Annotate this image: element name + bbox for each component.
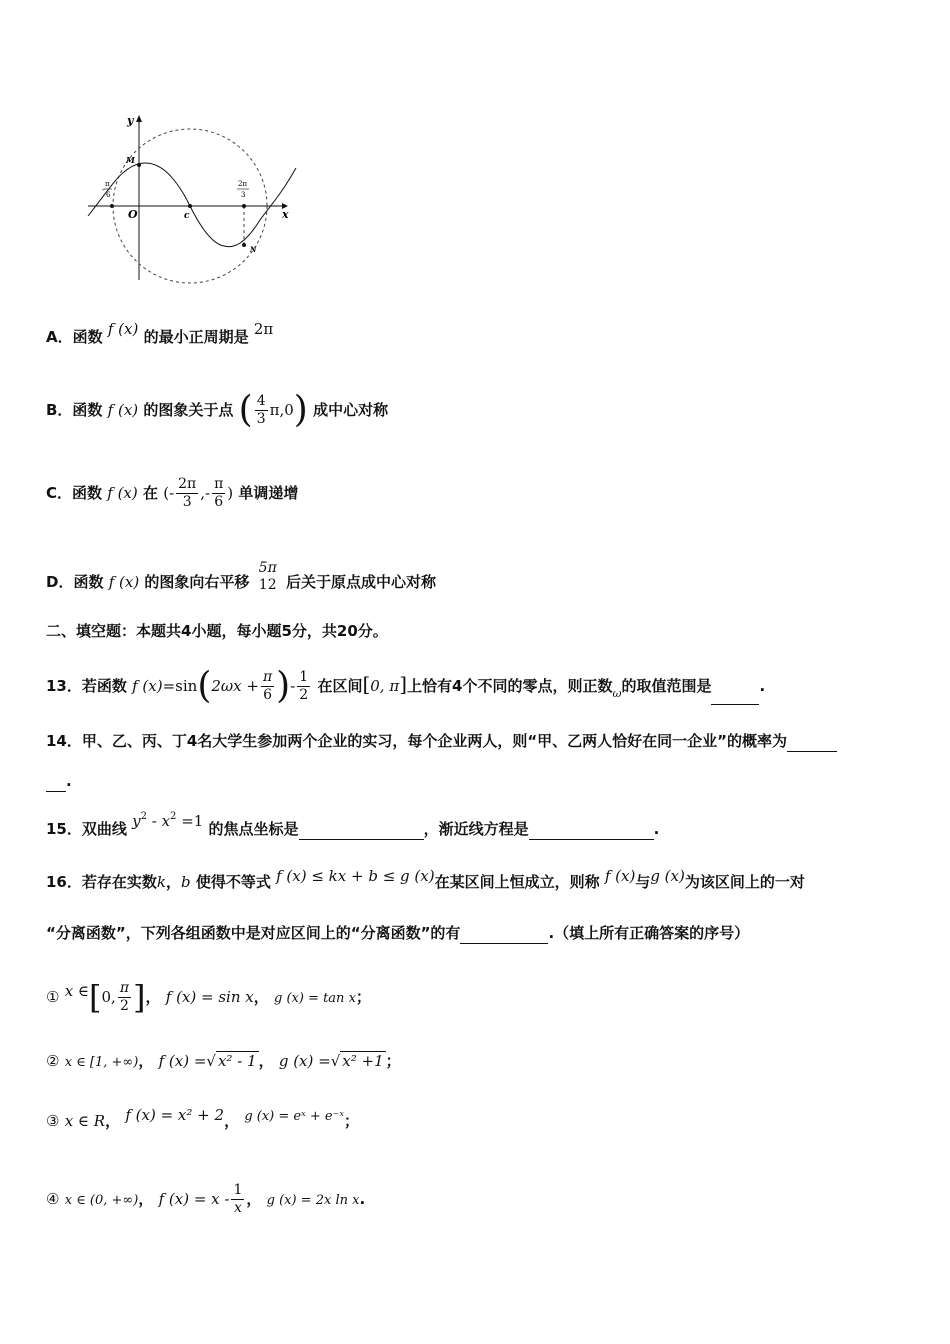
point-m-label: M	[126, 155, 135, 165]
point-left-dot	[110, 204, 114, 208]
option-c-f1-den: 3	[182, 494, 192, 510]
item-2	[46, 1050, 910, 1074]
option-b-fraction	[255, 393, 268, 428]
option-c-fraction-1	[176, 476, 198, 511]
q16-answer-blank[interactable]	[460, 927, 548, 944]
option-c-label: C．函数	[46, 484, 103, 502]
q14-answer-blank-1[interactable]	[787, 735, 837, 752]
item-3-g: g (x) = eˣ + e⁻ˣ	[244, 1109, 345, 1124]
item-4-fn: 1	[233, 1182, 243, 1198]
q16-f: f (x)	[604, 867, 636, 885]
item-2-domain: x ∈ [1, +∞)	[64, 1055, 139, 1070]
q15-text2: ，渐近线方程是	[423, 820, 529, 838]
q13-eq: =sin	[162, 677, 198, 695]
item-2-end: ；	[385, 1052, 401, 1070]
item-4-fraction	[231, 1182, 244, 1217]
q13-bracket-open: [	[362, 672, 371, 696]
item-2-g-left: g (x) =	[278, 1052, 331, 1070]
option-c-text1: 在	[142, 484, 158, 502]
q15-eq: =1	[176, 812, 204, 830]
q13-half-n: 1	[299, 669, 309, 685]
item-4-domain: x ∈ (0, +∞)	[64, 1193, 139, 1208]
question-14	[46, 730, 910, 752]
q16-text2: 在某区间上恒成立，则称	[434, 873, 600, 891]
option-c	[46, 476, 910, 511]
option-c-f2-num: π	[214, 476, 224, 492]
option-c-fraction-2	[212, 476, 225, 511]
q13-omega: ω	[612, 687, 622, 700]
item-1-g: g (x) = tan x	[274, 991, 356, 1006]
item-1-bracket-close: ]	[133, 978, 146, 1017]
option-d	[46, 560, 910, 594]
option-c-f1-num: 2π	[178, 476, 197, 492]
q16-line2a: “分离函数”，下列各组函数中是对应区间上的“分离函数”的有	[46, 924, 461, 942]
q13-text2: 上恰有4个不同的零点，则正数	[407, 677, 613, 695]
item-4-sep: ，	[138, 1190, 154, 1208]
item-4-fd: x	[233, 1200, 242, 1216]
q16-k: k	[156, 873, 166, 891]
tick-left-numerator: π	[105, 180, 110, 188]
item-1-sep: ，	[145, 988, 161, 1006]
question-16	[46, 867, 910, 893]
option-b-after-frac: π,0	[269, 401, 294, 419]
q13-end: .	[759, 677, 766, 695]
item-4-g: g (x) = 2x ln x	[266, 1193, 360, 1208]
option-c-open: (-	[163, 484, 175, 502]
option-d-frac-den: 12	[258, 577, 277, 593]
item-3-domain: x ∈ R	[64, 1112, 106, 1130]
item-1-bracket-left: 0,	[101, 988, 116, 1006]
option-b-function: f (x)	[107, 401, 139, 419]
tick-left-denominator: 6	[106, 191, 111, 199]
option-b	[46, 389, 910, 431]
point-n-label: N	[250, 245, 257, 254]
q13-half	[297, 669, 310, 704]
option-a-value: 2π	[253, 320, 274, 338]
q13-paren-close: )	[276, 665, 291, 707]
item-2-sep2: ，	[258, 1052, 274, 1070]
q13-inner-a: 2ωx +	[211, 677, 259, 695]
option-b-text2: 成中心对称	[313, 401, 389, 419]
option-b-frac-den: 3	[256, 411, 266, 427]
section-title: 二、填空题：本题共4小题，每小题5分，共20分。	[46, 622, 388, 640]
question-16-cont	[46, 922, 910, 944]
item-2-g-right: x² +1	[342, 1052, 384, 1070]
tick-left-sign: -	[102, 185, 105, 194]
q13-paren-open: (	[197, 665, 212, 707]
q15-y: y	[132, 812, 141, 830]
q16-line2b: .（填上所有正确答案的序号）	[548, 924, 750, 942]
q15-asymptote-blank[interactable]	[529, 823, 654, 840]
option-d-label: D．函数	[46, 573, 104, 591]
item-1-fraction	[118, 980, 131, 1015]
option-d-text2: 后关于原点成中心对称	[286, 573, 437, 591]
y-axis-label: y	[127, 114, 134, 127]
q13-bracket-close: ]	[399, 672, 408, 696]
q16-comma: ，	[165, 873, 181, 891]
q13-half-d: 2	[299, 687, 309, 703]
item-3-f: f (x) = x² + 2	[125, 1106, 225, 1124]
q13-answer-blank[interactable]	[711, 688, 759, 705]
item-1	[46, 980, 910, 1015]
q14-answer-blank-2[interactable]	[46, 775, 66, 792]
q16-g: g (x)	[650, 867, 685, 885]
point-m-dot	[137, 163, 141, 167]
option-a	[46, 318, 910, 348]
q15-text1: 的焦点坐标是	[208, 820, 299, 838]
option-d-function: f (x)	[108, 573, 140, 591]
q14-text: 14．甲、乙、丙、丁4名大学生参加两个企业的实习，每个企业两人，则“甲、乙两人恰好在同一企业”的概率为	[46, 732, 788, 750]
origin-label: O	[128, 208, 138, 221]
q13-inner-fn: π	[262, 669, 273, 685]
q15-y-exp: 2	[140, 811, 147, 822]
option-d-fraction	[257, 560, 279, 594]
item-1-domain: x ∈	[64, 982, 90, 1000]
item-3	[46, 1106, 910, 1134]
tick-right-numerator: 2π	[238, 180, 248, 188]
q13-inner-fraction	[261, 669, 274, 704]
q15-number: 15．双曲线	[46, 820, 127, 838]
option-c-function: f (x)	[107, 484, 138, 502]
option-b-frac-num: 4	[256, 393, 266, 409]
option-a-label: A．函数	[46, 328, 103, 346]
question-13	[46, 665, 910, 707]
item-2-f-left: f (x) =	[158, 1052, 207, 1070]
q13-inner-fd: 6	[263, 687, 273, 703]
item-4-f-left: f (x) = x -	[158, 1190, 230, 1208]
q15-minus: -	[146, 812, 162, 830]
item-4	[46, 1182, 910, 1217]
item-1-bracket-open: [	[89, 978, 102, 1017]
option-b-text1: 的图象关于点	[143, 401, 234, 419]
q13-text1: 在区间	[317, 677, 363, 695]
q16-number: 16．若存在实数	[46, 873, 157, 891]
item-2-sep: ，	[138, 1052, 154, 1070]
option-a-function: f (x)	[107, 320, 139, 338]
item-3-sep2: ，	[224, 1112, 240, 1130]
item-3-sep: ，	[105, 1112, 121, 1130]
q13-number: 13．若函数	[46, 677, 127, 695]
q14-end: .	[66, 772, 72, 790]
q15-end: .	[653, 820, 660, 838]
option-d-frac-num: 5π	[258, 560, 277, 576]
option-c-close: )	[227, 484, 234, 502]
item-2-f-radical: √	[206, 1052, 216, 1070]
option-d-text1: 的图象向右平移	[144, 573, 250, 591]
point-right-dot	[242, 204, 246, 208]
tick-right-denominator: 3	[241, 191, 246, 199]
x-axis-label: x	[282, 208, 289, 221]
q15-x: x	[161, 812, 171, 830]
item-1-f: f (x) = sin x	[165, 988, 254, 1006]
item-2-f-right: x² - 1	[217, 1052, 257, 1070]
q13-minus: -	[290, 677, 296, 695]
item-4-mark: ④	[46, 1190, 60, 1208]
option-c-f2-den: 6	[214, 494, 224, 510]
item-1-fd: 2	[119, 998, 129, 1014]
option-c-text2: 单调递增	[238, 484, 299, 502]
option-b-label: B．函数	[46, 401, 103, 419]
q16-text1: 使得不等式	[195, 873, 271, 891]
q16-inequality: f (x) ≤ kx + b ≤ g (x)	[276, 867, 435, 885]
q16-b: b	[180, 873, 191, 891]
q16-yu: 与	[635, 873, 651, 891]
item-3-end: ；	[344, 1112, 360, 1130]
q15-foci-blank[interactable]	[299, 823, 424, 840]
q16-text3: 为该区间上的一对	[684, 873, 805, 891]
y-axis-arrow	[136, 115, 142, 122]
item-1-mark: ①	[46, 988, 60, 1006]
item-1-end: ；	[355, 988, 371, 1006]
point-c-label: c	[184, 211, 190, 221]
question-14-cont	[46, 770, 910, 792]
q13-fx: f (x)	[132, 677, 163, 695]
point-n-dot	[242, 243, 246, 247]
option-c-sep: ,-	[200, 484, 211, 502]
item-4-sep2: ，	[246, 1190, 262, 1208]
item-2-g-radical: √	[330, 1052, 341, 1070]
item-3-mark: ③	[46, 1112, 60, 1130]
sine-graph-figure	[82, 108, 304, 286]
item-2-mark: ②	[46, 1052, 60, 1070]
option-a-text: 的最小正周期是	[143, 328, 249, 346]
option-b-paren-close: )	[293, 389, 308, 431]
option-b-paren-open: (	[238, 389, 253, 431]
q15-x-exp: 2	[170, 811, 177, 822]
point-c-dot	[188, 204, 192, 208]
q13-interval: 0, π	[370, 677, 400, 695]
q13-text3: 的取值范围是	[621, 677, 712, 695]
question-15	[46, 811, 910, 840]
item-4-end: .	[359, 1190, 366, 1208]
item-1-fn: π	[119, 980, 130, 996]
item-1-sep2: ，	[253, 988, 269, 1006]
